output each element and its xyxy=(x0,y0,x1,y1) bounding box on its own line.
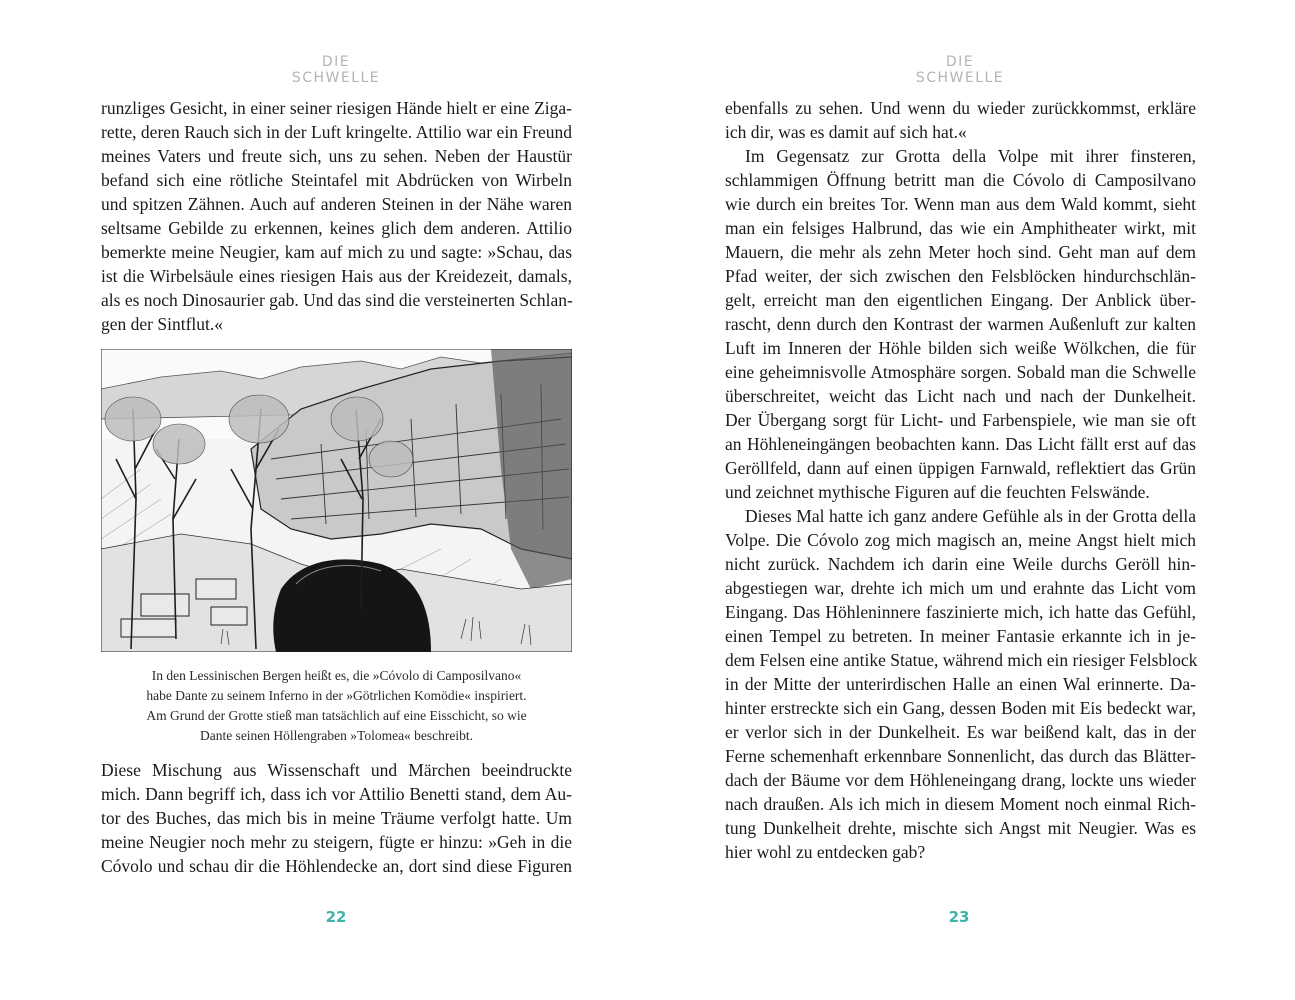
text-line: man ein felsiges Halbrund, das wie ein Amphitheater wirkt, mit xyxy=(725,218,1196,238)
text-line: Der Übergang sorgt für Licht- und Farbenspiele, wie man sie oft xyxy=(725,410,1196,430)
text-line: wie durch ein breites Tor. Wenn man aus dem Wald kommt, sieht xyxy=(725,194,1196,214)
text-line: als es noch Dinosaurier gab. Und das sind die versteinerten Schlan- xyxy=(101,290,573,310)
text-line: ich dir, was es damit auf sich hat.« xyxy=(725,122,967,142)
text-line: tor des Buches, das mich bis in meine Träume verfolgt hatte. Um xyxy=(101,808,572,828)
text-line: meines Vaters und freute sich, uns zu sehen. Neben der Haustür xyxy=(101,146,572,166)
text-line: rascht, denn durch den Kontrast der warmen Außenluft zur kalten xyxy=(725,314,1196,334)
text-line: dem Felsen eine antike Statue, während mich ein riesiger Felsblock xyxy=(725,650,1198,670)
text-line: Volpe. Die Cóvolo zog mich magisch an, meine Angst hielt mich xyxy=(725,530,1196,550)
text-line: Im Gegensatz zur Grotta della Volpe mit ihrer finsteren, xyxy=(745,146,1196,166)
page-number: 23 xyxy=(948,908,970,926)
text-line: seltsame Gebilde zu erkennen, keines glich dem anderen. Attilio xyxy=(101,218,572,238)
text-line: Dieses Mal hatte ich ganz andere Gefühle als in der Grotta della xyxy=(745,506,1196,526)
text-line: ebenfalls zu sehen. Und wenn du wieder zurückkommst, erkläre xyxy=(725,98,1196,118)
text-line: gen der Sintflut.« xyxy=(101,314,223,334)
text-line: Diese Mischung aus Wissenschaft und Märchen beeindruckte xyxy=(101,760,572,780)
text-line: einen Tempel zu betreten. In meiner Fantasie erkannte ich in je- xyxy=(725,626,1196,646)
text-line: rette, deren Rauch sich in der Luft kringelte. Attilio war ein Freund xyxy=(101,122,572,142)
text-line: bemerkte meine Neugier, kam auf mich zu und sagte: »Schau, das xyxy=(101,242,572,262)
text-line: dach der Bäume vor dem Höhleneingang drang, lockte uns wieder xyxy=(725,770,1196,790)
text-line: befand sich eine rötliche Steintafel mit Abdrücken von Wirbeln xyxy=(101,170,572,190)
running-head: DIE SCHWELLE xyxy=(291,54,381,86)
text-line: tung Dunkelheit drehte, mischte sich Angst mit Neugier. Was es xyxy=(725,818,1196,838)
text-line: und spitzen Zähnen. Auch auf anderen Steinen in der Nähe waren xyxy=(101,194,572,214)
figure-caption-line: In den Lessinischen Bergen heißt es, die »Cóvolo di Camposilvano« xyxy=(151,668,522,683)
text-line: mich. Dann begriff ich, dass ich vor Attilio Benetti stand, dem Au- xyxy=(101,784,572,804)
text-line: gelt, erreicht man den eigentlichen Eingang. Der Anblick über- xyxy=(725,290,1196,310)
text-line: Luft im Inneren der Höhle bilden sich weiße Wölkchen, die für xyxy=(725,338,1196,358)
text-line: Ferne schemenhaft erkennbare Sonnenlicht, das durch das Blätter- xyxy=(725,746,1196,766)
text-line: meine Neugier noch mehr zu steigern, fügte er hinzu: »Geh in die xyxy=(101,832,572,852)
text-line: hier wohl zu entdecken gab? xyxy=(725,842,926,862)
text-line: schlammigen Öffnung betritt man die Cóvolo di Camposilvano xyxy=(725,170,1196,190)
text-line: hinter erstreckte sich ein Gang, dessen Boden mit Eis bedeckt war, xyxy=(725,698,1196,718)
text-line: eine geheimnisvolle Atmosphäre sorgen. Sobald man die Schwelle xyxy=(725,362,1196,382)
text-line: Pfad weiter, der sich zwischen den Felsblöcken hindurchschlän- xyxy=(725,266,1196,286)
text-line: ist die Wirbelsäule eines riesigen Hais aus der Kreidezeit, damals, xyxy=(101,266,572,286)
text-line: nach draußen. Als ich mich in diesem Moment noch einmal Rich- xyxy=(725,794,1196,814)
text-line: abgestiegen war, drehte ich mich um und erahnte das Licht vom xyxy=(725,578,1196,598)
text-line: Cóvolo und schau dir die Höhlendecke an, dort sind diese Figuren xyxy=(101,856,572,876)
text-line: Mauern, die mehr als zehn Meter hoch sind. Geht man auf dem xyxy=(725,242,1196,262)
cave-illustration xyxy=(101,349,572,652)
figure-caption-line: Dante seinen Höllengraben »Tolomea« beschreibt. xyxy=(199,728,474,743)
text-line: Eingang. Das Höhleninnere faszinierte mich, ich hatte das Gefühl, xyxy=(725,602,1196,622)
text-line: an Höhleneingängen beobachten kann. Das Licht fällt erst auf das xyxy=(725,434,1196,454)
text-line: Geröllfeld, dann auf einen üppigen Farnwald, reflektiert das Grün xyxy=(725,458,1196,478)
figure-caption-line: habe Dante zu seinem Inferno in der »Götrlichen Komödie« inspiriert. xyxy=(146,688,527,703)
text-line: runzliges Gesicht, in einer seiner riesigen Hände hielt er eine Ziga- xyxy=(101,98,572,118)
page-number: 22 xyxy=(325,908,347,926)
text-line: überschreitet, weicht das Licht nach und nach der Dunkelheit. xyxy=(725,386,1196,406)
text-line: und zeichnet mythische Figuren auf die feuchten Felswände. xyxy=(725,482,1150,502)
figure-caption-line: Am Grund der Grotte stieß man tatsächlich auf eine Eisschicht, so wie xyxy=(146,708,527,723)
right-page xyxy=(648,0,1295,1000)
text-line: er verlor sich in der Dunkelheit. Es war beißend kalt, das in der xyxy=(725,722,1196,742)
text-line: in der Mitte der unterirdischen Halle an einen Wal erinnerte. Da- xyxy=(725,674,1196,694)
running-head: DIE SCHWELLE xyxy=(915,54,1005,86)
text-line: nicht zurück. Nachdem ich darin eine Weile durchs Geröll hin- xyxy=(725,554,1196,574)
